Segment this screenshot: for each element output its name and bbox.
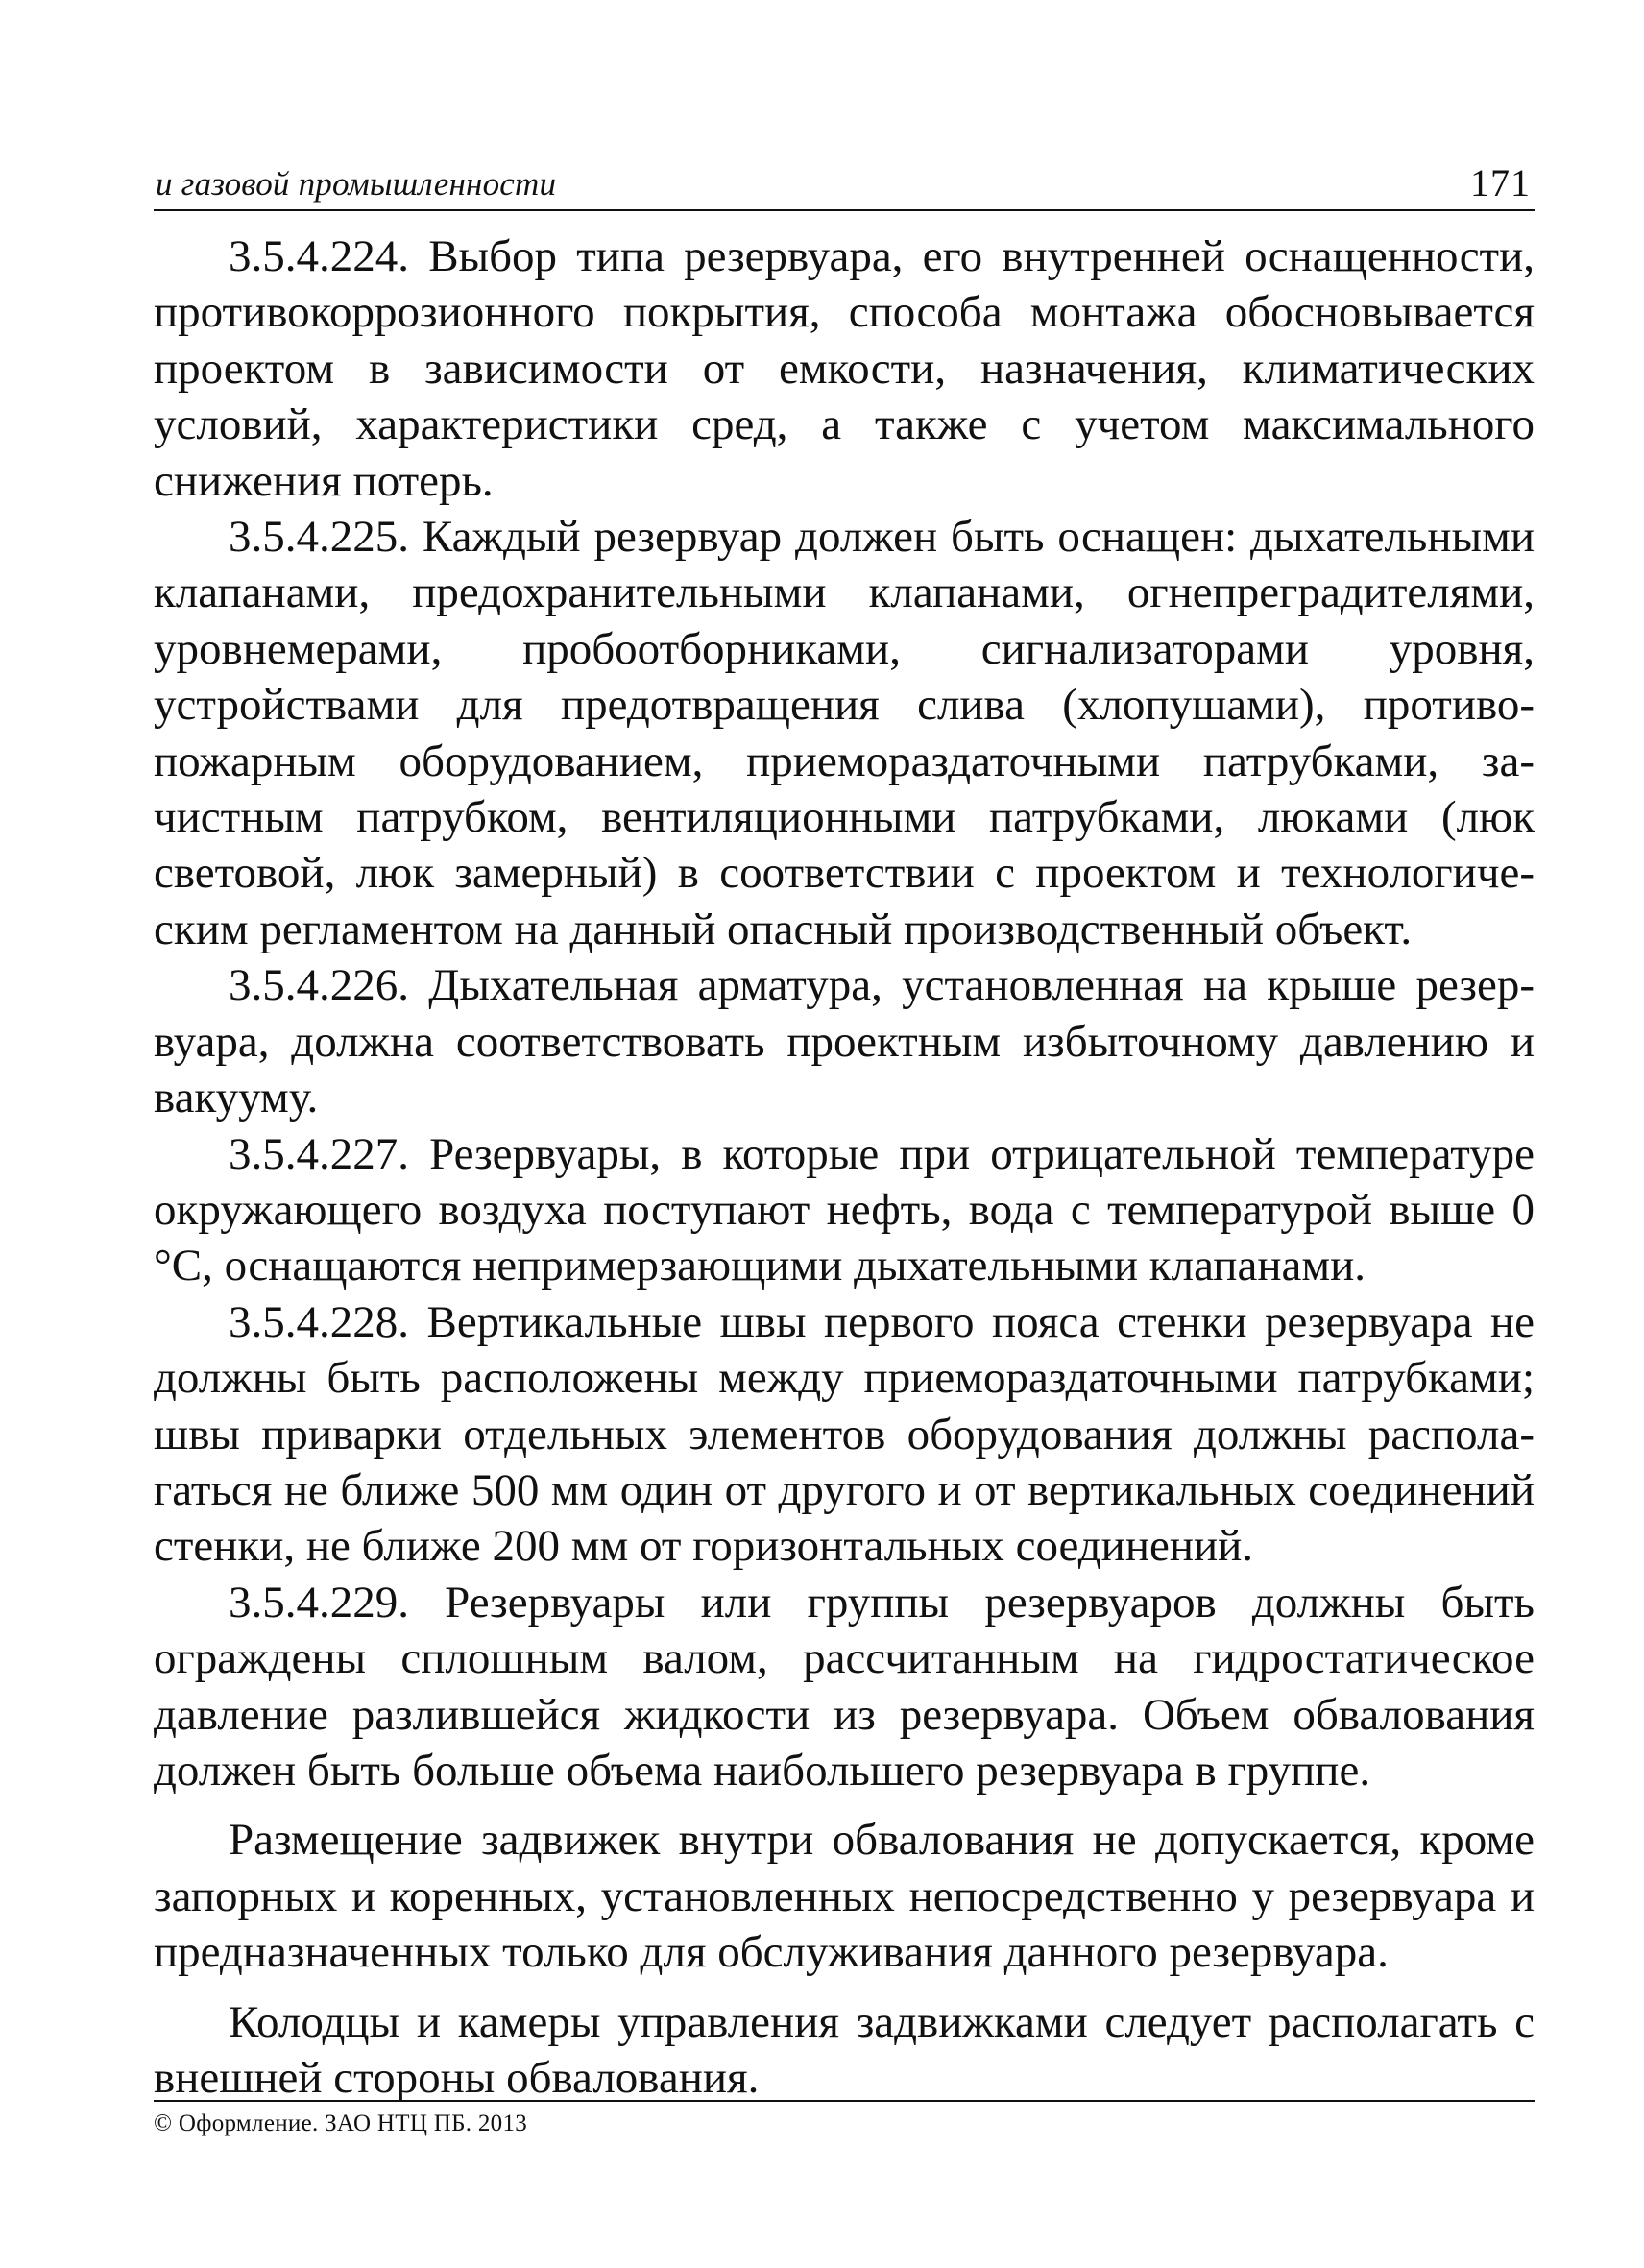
- page-number: 171: [1470, 161, 1531, 205]
- paragraph-3-5-4-224: 3.5.4.224. Выбор типа резервуара, его внутренней оснащенности, противокоррозионного покрытия, способа монтажа обосновывается проектом в зависимости от емкости, назначения, климатических условий, характеристики сред, а также с учетом максимального снижения потерь.: [154, 231, 1535, 506]
- footer-copyright: © Оформление. ЗАО НТЦ ПБ. 2013: [154, 2111, 528, 2136]
- running-header-title: и газовой промышленности: [156, 165, 557, 203]
- paragraph-3-5-4-225: 3.5.4.225. Каждый резервуар должен быть оснащен: дыхательными клапанами, предохранительными клапанами, огнепреградителями, уровнемерами, пробоотборниками, сигнализаторами уровня, устройствами для предотвращения слива (хлопушами), противопожарным оборудованием, приемораздаточными патрубками, зачистным патрубком, вентиляционными патрубками, люками (люк световой, люк замерный) в соответствии с проектом и технологическим регламентом на данный опасный производственный объект.: [154, 512, 1535, 954]
- paragraph-3-5-4-229: 3.5.4.229. Резервуары или группы резервуаров должны быть ограждены сплошным валом, рассчитанным на гидростатическое давление разлившейся жидкости из резервуара. Объем обвалования должен быть больше объема наибольшего резервуара в группе.: [154, 1577, 1535, 1796]
- paragraph-3-5-4-226: 3.5.4.226. Дыхательная арматура, установленная на крыше резервуара, должна соответствовать проектным избыточному давлению и вакууму.: [154, 960, 1535, 1123]
- footer-rule: [154, 2100, 1535, 2102]
- body-text: [154, 229, 1535, 2106]
- paragraph-wells-chambers: Колодцы и камеры управления задвижками следует располагать с внешней стороны обвалования.: [154, 1996, 1535, 2103]
- paragraph-3-5-4-227: 3.5.4.227. Резервуары, в которые при отрицательной температуре окружающего воздуха поступают нефть, вода с температурой выше 0 °С, оснащаются непримерзающими дыхательными клапанами.: [154, 1128, 1535, 1291]
- paragraph-3-5-4-228: 3.5.4.228. Вертикальные швы первого пояса стенки резервуара не должны быть расположены между приемораздаточными патрубками; швы приварки отдельных элементов оборудования должны располагаться не ближе 500 мм один от другого и от вертикальных соединений стенки, не ближе 200 мм от горизонтальных соединений.: [154, 1296, 1535, 1572]
- paragraph-valve-placement: Размещение задвижек внутри обвалования не допускается, кроме запорных и коренных, установленных непосредственно у резервуара и предназначенных только для обслуживания данного резервуара.: [154, 1815, 1535, 1978]
- running-header: [154, 159, 1535, 211]
